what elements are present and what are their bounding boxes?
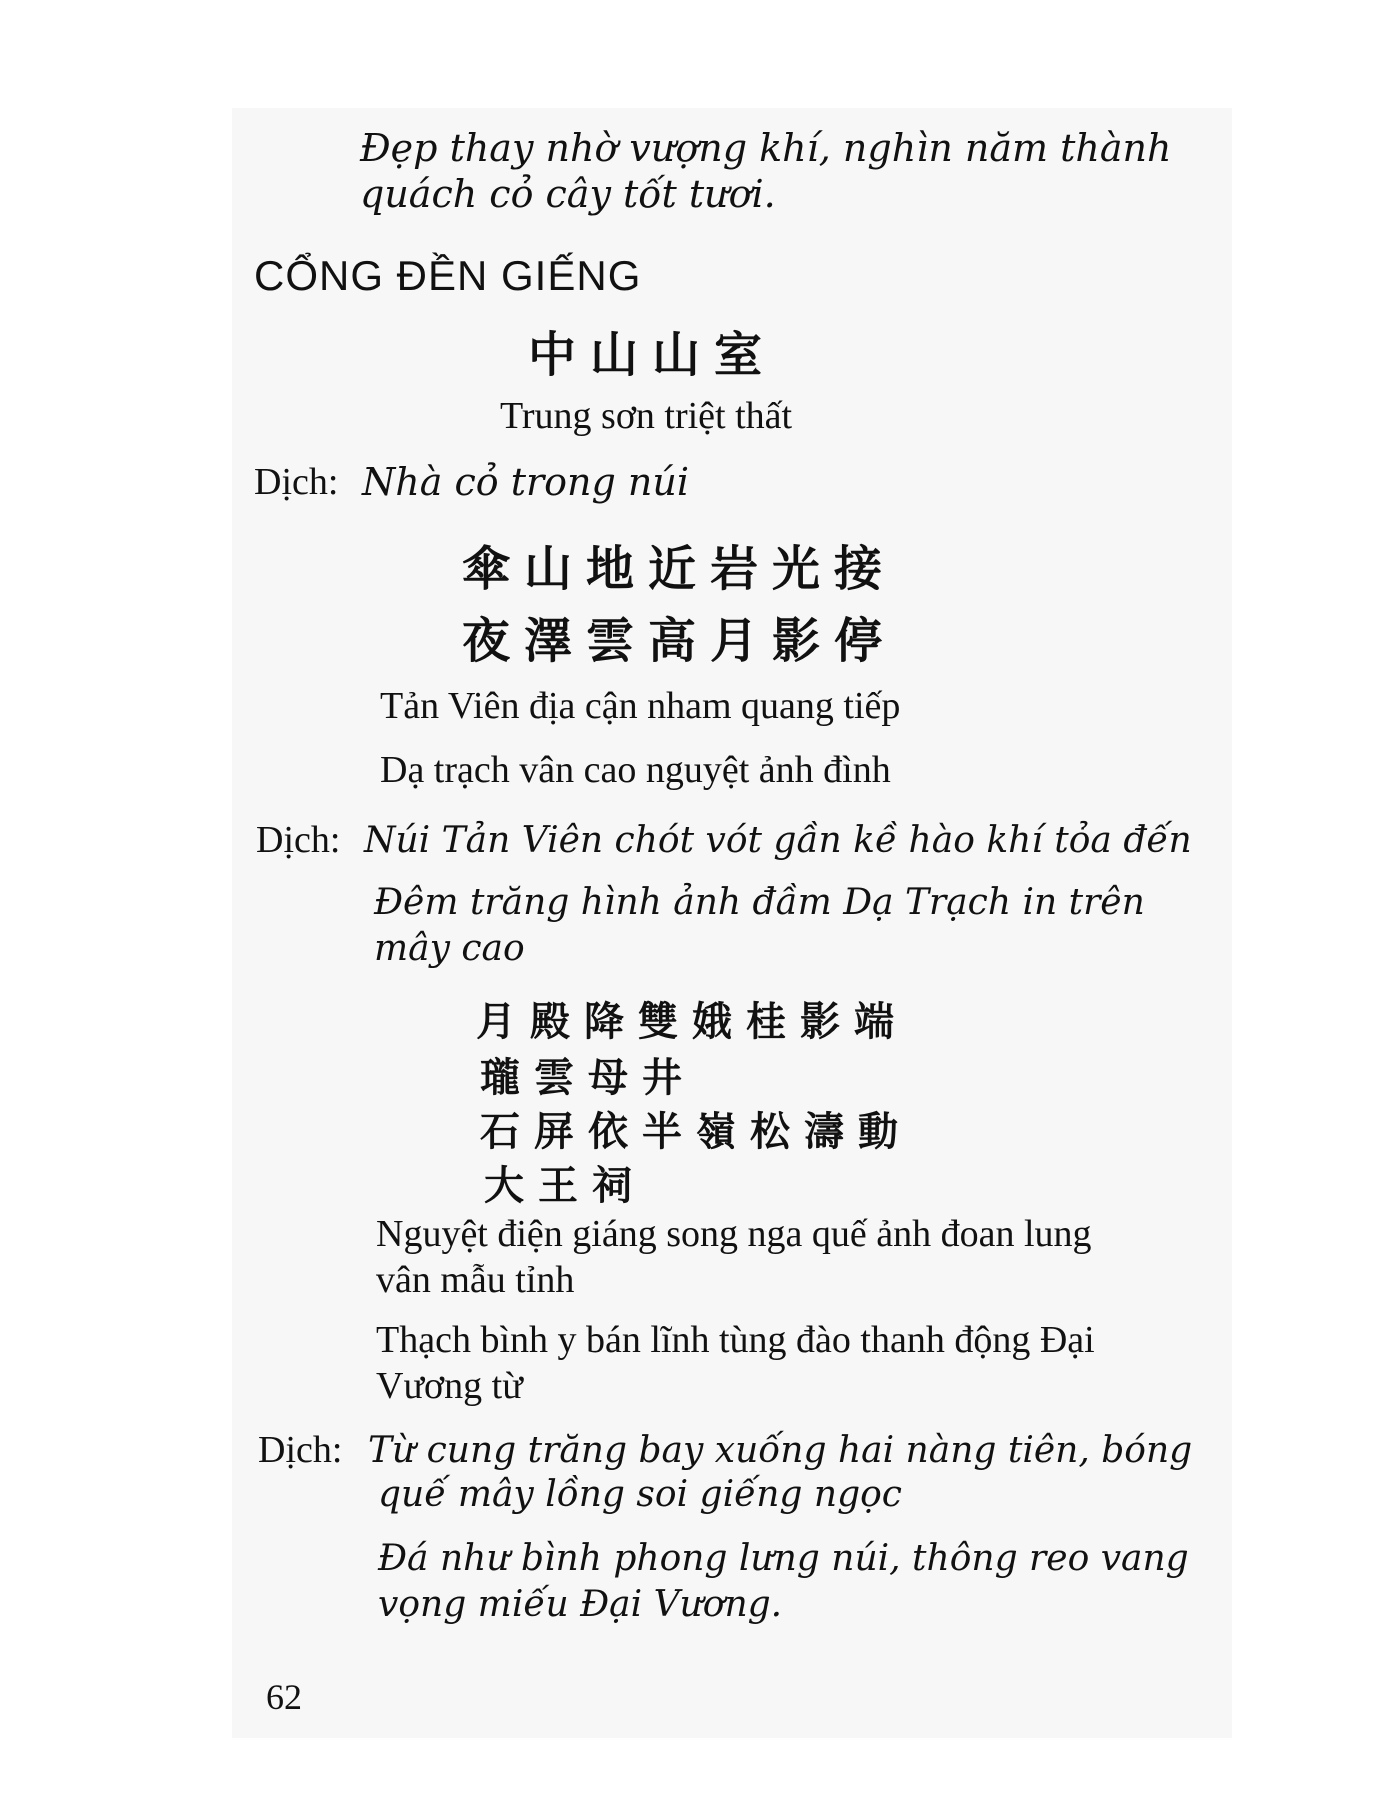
translation-2-line-2: Đêm trăng hình ảnh đầm Dạ Trạch in trên xyxy=(374,882,1145,923)
translation-2-line-1: Núi Tản Viên chót vót gần kề hào khí tỏa đến xyxy=(364,820,1192,861)
translation-label-2: Dịch: xyxy=(256,819,341,861)
han-verse-2-line-1: 傘山地近岩光接 xyxy=(462,541,897,597)
reading-3-line-3: Thạch bình y bán lĩnh tùng đào thanh động Đại xyxy=(376,1319,1095,1361)
translation-1: Nhà cỏ trong núi xyxy=(362,460,689,504)
han-verse-3-line-1: 月殿降雙娥桂影端 xyxy=(476,999,908,1045)
han-verse-2-line-2: 夜澤雲高月影停 xyxy=(462,613,897,669)
reading-3-line-2: vân mẫu tỉnh xyxy=(376,1259,575,1301)
translation-3-line-1: Từ cung trăng bay xuống hai nàng tiên, bóng xyxy=(368,1430,1193,1471)
translation-3-line-2: quế mây lồng soi giếng ngọc xyxy=(378,1474,902,1515)
han-verse-3-line-4: 大王祠 xyxy=(484,1163,646,1209)
translation-3-line-3: Đá như bình phong lưng núi, thông reo vang xyxy=(378,1538,1189,1579)
reading-2-line-2: Dạ trạch vân cao nguyệt ảnh đình xyxy=(380,749,891,791)
han-verse-3-line-3: 石屏依半嶺松濤動 xyxy=(480,1109,912,1155)
reading-2-line-1: Tản Viên địa cận nham quang tiếp xyxy=(380,685,901,727)
reading-3-line-4: Vương từ xyxy=(376,1365,523,1407)
section-title: CỔNG ĐỀN GIẾNG xyxy=(254,252,642,299)
han-verse-1: 中山山室 xyxy=(528,327,777,383)
translation-label-3: Dịch: xyxy=(258,1429,343,1471)
translation-2-line-3: mây cao xyxy=(374,928,525,969)
reading-3-line-1: Nguyệt điện giáng song nga quế ảnh đoan lung xyxy=(376,1213,1092,1255)
translation-label-1: Dịch: xyxy=(254,461,339,503)
opening-verse-line-1: Đẹp thay nhờ vượng khí, nghìn năm thành xyxy=(360,126,1172,170)
han-verse-3-line-2: 瓏雲母井 xyxy=(480,1055,696,1101)
opening-verse-line-2: quách cỏ cây tốt tươi. xyxy=(360,172,776,216)
page-number: 62 xyxy=(266,1677,302,1717)
translation-3-line-4: vọng miếu Đại Vương. xyxy=(378,1584,783,1625)
reading-1: Trung sơn triệt thất xyxy=(500,395,793,437)
